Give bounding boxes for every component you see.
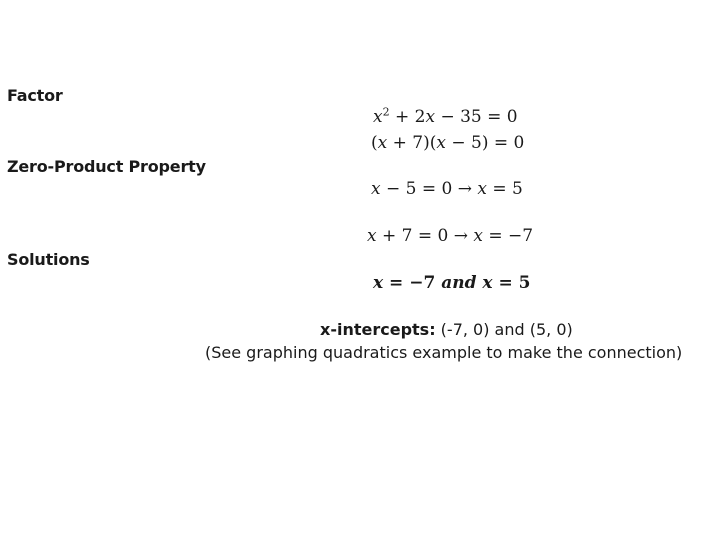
var-x: x xyxy=(477,179,487,199)
var-x: x xyxy=(377,133,388,153)
var-x: x xyxy=(473,226,483,246)
heading-zero-product-property: Zero-Product Property xyxy=(7,157,206,176)
word-and: and xyxy=(441,273,477,293)
eq-text: + 7)( xyxy=(387,133,437,153)
intercepts-note: (See graphing quadratics example to make the connection) xyxy=(205,343,683,362)
eq-text: = 5 xyxy=(486,179,523,199)
equation-solutions xyxy=(373,273,530,293)
var-x: x xyxy=(436,133,446,153)
heading-solutions: Solutions xyxy=(7,250,90,269)
intercepts-values: (-7, 0) and (5, 0) xyxy=(435,320,573,339)
eq-text: = −7 xyxy=(482,226,534,246)
var-x: x xyxy=(371,179,381,199)
intercepts-line xyxy=(320,320,573,339)
exponent: 2 xyxy=(382,105,390,119)
var-x: x xyxy=(373,273,384,293)
eq-text: = −7 xyxy=(383,273,442,293)
eq-text: ( xyxy=(371,133,378,153)
eq-text: + 2 xyxy=(389,107,426,127)
var-x: x xyxy=(373,107,383,127)
var-x: x xyxy=(425,107,436,127)
eq-text: − 5) = 0 xyxy=(445,133,525,153)
equation-zero-product-2 xyxy=(367,226,533,246)
intercepts-label: x-intercepts: xyxy=(320,320,436,339)
var-x: x xyxy=(367,226,377,246)
eq-text: = 5 xyxy=(492,273,531,293)
var-x: x xyxy=(482,273,493,293)
heading-factor: Factor xyxy=(7,86,63,105)
equation-factored xyxy=(371,133,524,153)
equation-quadratic xyxy=(373,107,518,127)
eq-text: − 5 = 0 → xyxy=(380,179,478,199)
equation-zero-product-1 xyxy=(371,179,523,199)
eq-text: + 7 = 0 → xyxy=(376,226,474,246)
eq-text: − 35 = 0 xyxy=(435,107,518,127)
